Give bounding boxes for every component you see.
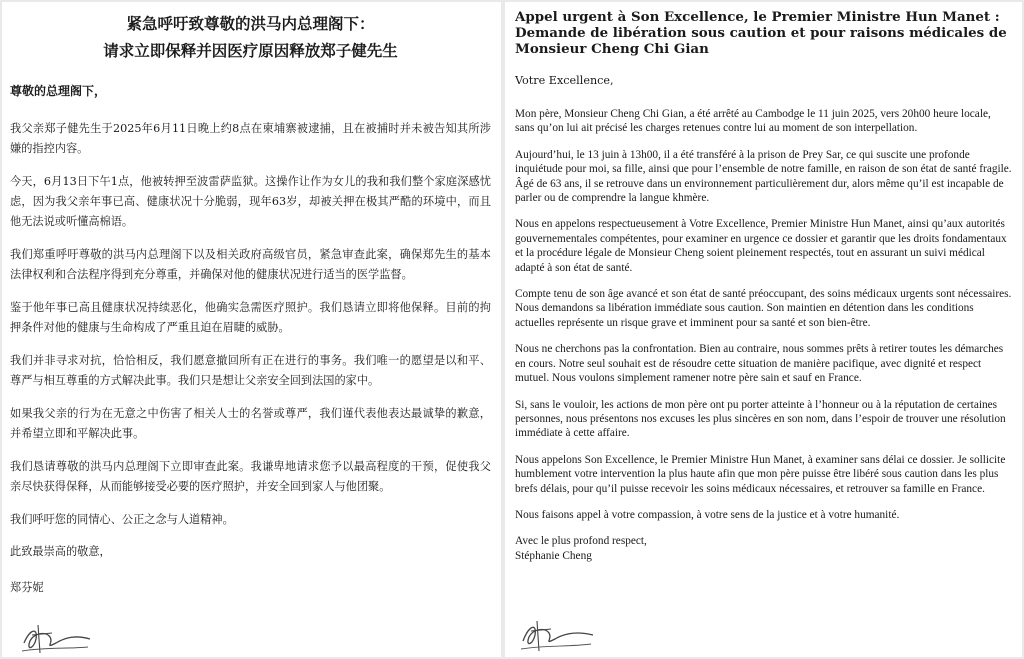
french-salutation: Votre Excellence, bbox=[515, 74, 614, 87]
french-closing bbox=[515, 534, 1012, 563]
handwritten-signature-right bbox=[515, 619, 599, 655]
french-paragraph-3: Nous en appelons respectueusement à Votre Excellence, Premier Ministre Hun Manet, ainsi qu’aux autorités gouvernementales compétentes, pour examiner en urgence ce dossier et garantir que les droits fondamentaux et la procédure légale de Monsieur Cheng soient pleinement respectés, tout en assurant un suivi médical adapté à son état de santé. bbox=[515, 218, 1007, 274]
chinese-salutation: 尊敬的总理阁下， bbox=[10, 84, 107, 98]
french-signer-name: Stéphanie Cheng bbox=[515, 549, 592, 562]
french-paragraph-1: Mon père, Monsieur Cheng Chi Gian, a été arrêté au Cambodge le 11 juin 2025, vers 20h00 heure locale, sans qu’on lui ait précisé les charges retenues contre lui au moment de son interpellation. bbox=[515, 108, 991, 135]
french-letter-title: Appel urgent à Son Excellence, le Premier Ministre Hun Manet : Demande de libération sous caution et pour raisons médicales de Monsieur Cheng Chi Gian bbox=[515, 9, 1007, 57]
french-paragraph-2: Aujourd’hui, le 13 juin à 13h00, il a été transféré à la prison de Prey Sar, ce qui suscite une profonde inquiétude pour moi, sa fille, ainsi que pour l’ensemble de notre famille, en raison de son état de santé fragile. Âgé de 63 ans, il se retrouve dans un environnement particulièrement dur, alors même qu’il est incapable de parler ou de comprendre la langue khmère. bbox=[515, 148, 1012, 205]
chinese-signer-name: 郑芬妮 bbox=[10, 581, 44, 594]
handwritten-signature-left bbox=[16, 623, 96, 657]
chinese-paragraph-6: 如果我父亲的行为在无意之中伤害了相关人士的名誉或尊严，我们谨代表他表达最诚挚的歉意，并希望立即和平解决此事。 bbox=[10, 407, 491, 440]
chinese-paragraph-8: 我们呼吁您的同情心、公正之念与人道精神。 bbox=[10, 513, 234, 526]
chinese-paragraph-3: 我们郑重呼吁尊敬的洪马内总理阁下以及相关政府高级官员，紧急审查此案，确保郑先生的基本法律权利和合法程序得到充分尊重，并确保对他的健康状况进行适当的医学监督。 bbox=[10, 248, 491, 281]
chinese-paragraph-5: 我们并非寻求对抗，恰恰相反，我们愿意撤回所有正在进行的事务。我们唯一的愿望是以和平、尊严与相互尊重的方式解决此事。我们只是想让父亲安全回到法国的家中。 bbox=[10, 354, 491, 387]
chinese-letter-page bbox=[2, 2, 501, 657]
french-paragraph-5: Nous ne cherchons pas la confrontation. Bien au contraire, nous sommes prêts à retirer toutes les démarches en cours. Notre seul souhait est de résoudre cette situation de manière pacifique, avec dignité et respect mutuel. Nous voulons simplement ramener notre père sain et sauf en France. bbox=[515, 343, 1004, 385]
french-paragraph-6: Si, sans le vouloir, les actions de mon père ont pu porter atteinte à l’honneur ou à la réputation de certaines personnes, nous présentons nos excuses les plus sincères en son nom, dans l’espoir de trouver une résolution immédiate à cette affaire. bbox=[515, 398, 1006, 440]
chinese-paragraph-1: 我父亲郑子健先生于2025年6月11日晚上约8点在柬埔寨被逮捕，且在被捕时并未被告知其所涉嫌的指控内容。 bbox=[10, 122, 491, 155]
chinese-letter-title bbox=[10, 10, 491, 64]
french-closing-phrase: Avec le plus profond respect, bbox=[515, 535, 647, 548]
chinese-paragraph-7: 我们恳请尊敬的洪马内总理阁下立即审查此案。我谦卑地请求您予以最高程度的干预，促使我父亲尽快获得保释，从而能够接受必要的医疗照护，并安全回到家人与他团聚。 bbox=[10, 460, 491, 493]
french-letter-page bbox=[505, 2, 1022, 657]
chinese-title-line-2: 请求立即保释并因医疗原因释放郑子健先生 bbox=[103, 41, 398, 60]
chinese-paragraph-4: 鉴于他年事已高且健康状况持续恶化，他确实急需医疗照护。我们恳请立即将他保释。目前的拘押条件对他的健康与生命构成了严重且迫在眉睫的威胁。 bbox=[10, 301, 491, 334]
chinese-title-line-1: 紧急呼吁致尊敬的洪马内总理阁下： bbox=[126, 14, 375, 33]
chinese-paragraph-2: 今天，6月13日下午1点，他被转押至波雷萨监狱。这操作让作为女儿的我和我们整个家庭深感忧虑，因为我父亲年事已高、健康状况十分脆弱，现年63岁，却被关押在极其严酷的环境中，而且他无法说或听懂高棉语。 bbox=[10, 175, 491, 228]
french-paragraph-4: Compte tenu de son âge avancé et son état de santé préoccupant, des soins médicaux urgents sont nécessaires. Nous demandons sa libération immédiate sous caution. Son maintien en détention dans les conditions actuelles représente un risque grave et imminent pour sa santé et son bien-être. bbox=[515, 288, 1012, 329]
french-paragraph-7: Nous appelons Son Excellence, le Premier Ministre Hun Manet, à examiner sans délai ce dossier. Je sollicite humblement votre intervention la plus haute afin que mon père puisse être libéré sous caution dans les plus brefs délais, pour qu’il puisse recevoir les soins médicaux nécessaires, et retrouver sa famille en France. bbox=[515, 453, 1006, 495]
chinese-closing: 此致最崇高的敬意， bbox=[10, 545, 111, 558]
french-paragraph-8: Nous faisons appel à votre compassion, à votre sens de la justice et à votre humanité. bbox=[515, 508, 900, 521]
